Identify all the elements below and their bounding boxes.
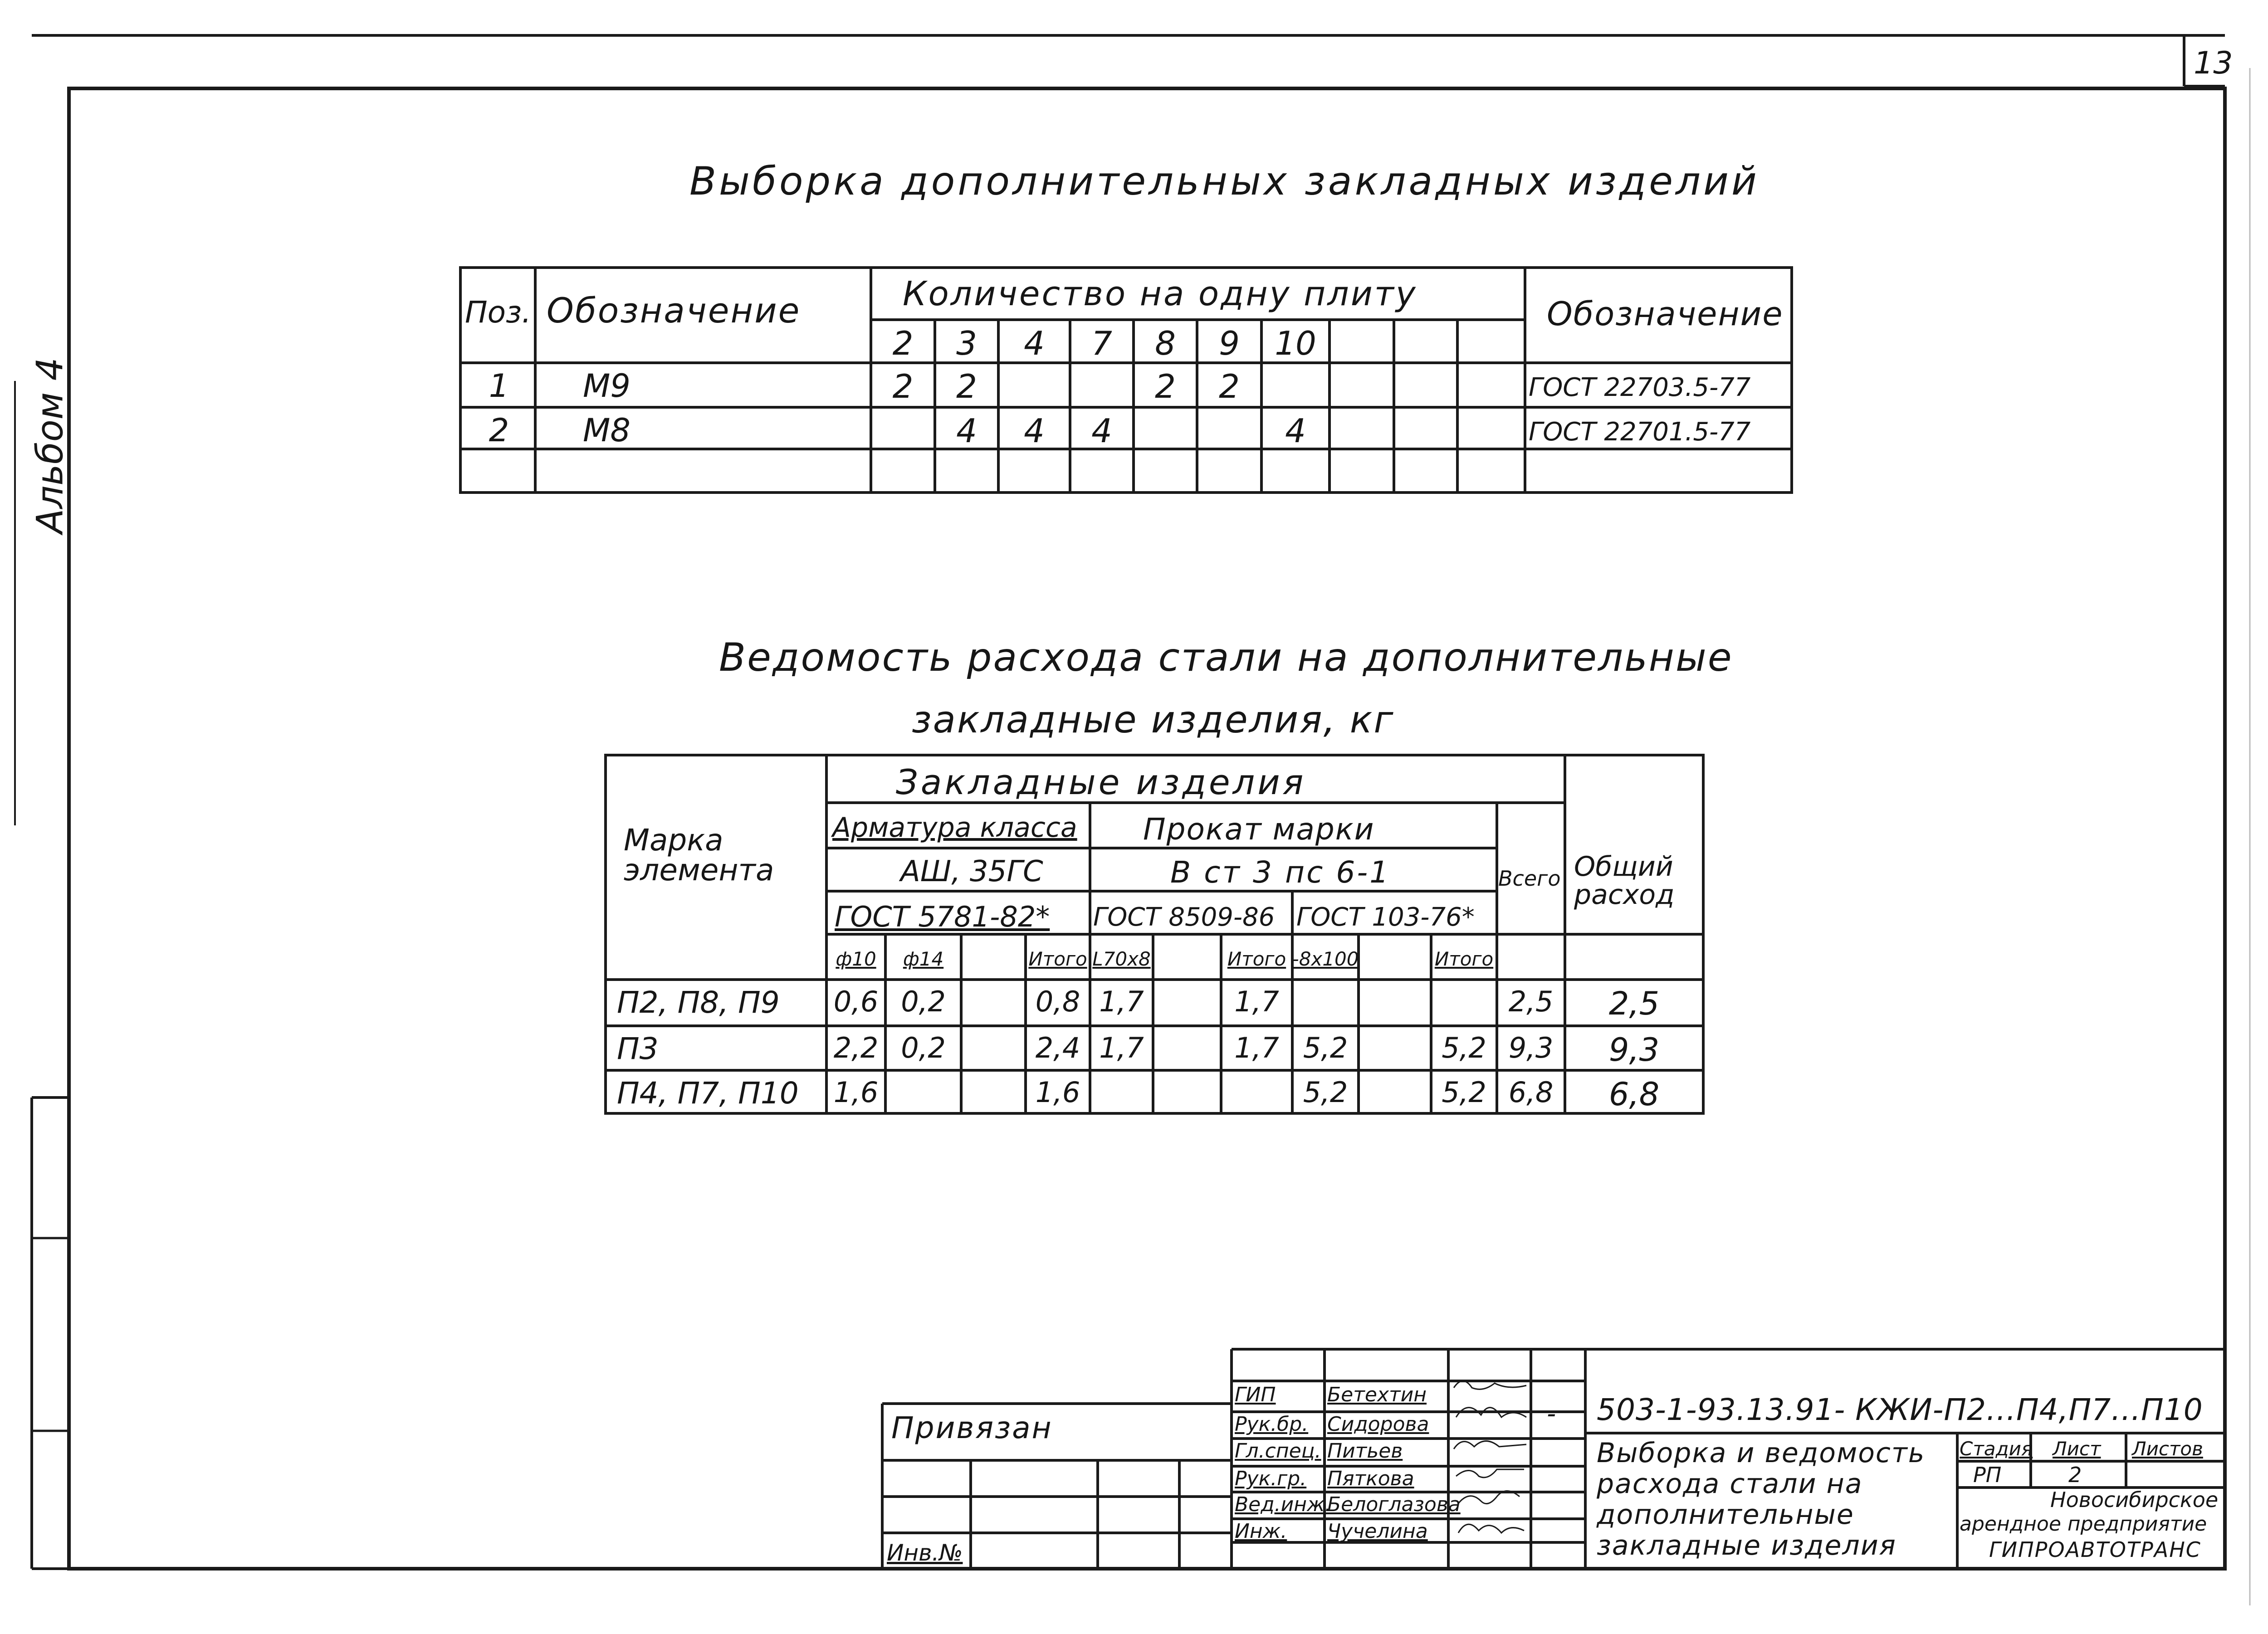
plate-number: 9 [1219,324,1240,362]
selection-qty: 2 [1155,367,1176,405]
steel-title-line2: закладные изделия, кг [912,698,1395,741]
steel-element: П3 [617,1031,659,1066]
steel-cell: 0,6 [833,985,879,1018]
tb-role: Рук.бр. [1235,1413,1309,1436]
steel-cell: 2,2 [833,1031,879,1064]
steel-col-total: Всего [1498,866,1561,891]
tb-role: Рук.гр. [1235,1467,1307,1490]
steel-cell: 1,7 [1099,1031,1144,1064]
sheet-value: 2 [2068,1463,2082,1487]
tb-role: Гл.спец. [1235,1439,1321,1463]
selection-qty: 2 [1219,367,1240,405]
steel-sub-header: Итого [1227,948,1286,970]
steel-col-embedded: Закладные изделия [896,762,1306,802]
steel-rolled-gost-2: ГОСТ 103-76* [1296,902,1475,932]
steel-element: П4, П7, П10 [617,1076,799,1111]
tb-role: ГИП [1235,1383,1276,1406]
selection-mark: М9 [583,367,631,405]
plate-number: 2 [892,324,914,362]
selection-col-pos: Поз. [465,295,532,330]
org-line2: арендное предприятие [1960,1512,2207,1536]
steel-overall: 9,3 [1608,1031,1660,1068]
tb-name: Сидорова [1327,1413,1429,1436]
steel-overall: 2,5 [1608,985,1660,1022]
tb-name: Белоглазова [1327,1493,1461,1516]
selection-col-standard: Обозначение [1547,295,1784,333]
tb-role: Вед.инж. [1235,1493,1331,1516]
selection-col-quantity: Количество на одну плиту [903,274,1418,313]
steel-sub-header: L70х8 [1092,948,1151,970]
steel-rolled-grade: В ст 3 пс 6-1 [1170,855,1391,890]
steel-col-rebar: Арматура класса [832,812,1077,844]
selection-qty: 4 [1024,412,1045,450]
steel-cell: 5,2 [1442,1031,1486,1064]
plate-number: 3 [956,324,977,362]
steel-cell: 1,6 [1035,1076,1080,1109]
steel-cell: 1,7 [1099,985,1144,1018]
sheet-label: Лист [2053,1438,2101,1460]
doc-code: 503-1-93.13.91- КЖИ-П2...П4,П7...П10 [1597,1392,2203,1427]
selection-pos: 1 [489,367,509,405]
steel-rebar-gost: ГОСТ 5781-82* [835,900,1050,933]
plate-number: 7 [1091,324,1112,362]
steel-cell: 0,2 [901,985,946,1018]
selection-qty: 2 [956,367,977,405]
inventory-label: Инв.№ [887,1540,963,1566]
sheet-number: 13 [2194,45,2233,81]
steel-cell: 1,7 [1234,985,1279,1018]
steel-cell: 0,2 [901,1031,946,1064]
selection-standard: ГОСТ 22703.5-77 [1529,373,1751,402]
album-label: Альбом 4 [29,357,71,534]
steel-sub-header: ф14 [903,948,944,970]
tb-role: Инж. [1235,1520,1287,1543]
plate-number: 10 [1275,324,1316,362]
selection-mark: М8 [583,412,631,449]
org-line3: ГИПРОАВТОТРАНС [1989,1537,2201,1562]
steel-col-overall: Общий расход [1574,851,1675,911]
selection-standard: ГОСТ 22701.5-77 [1529,417,1751,447]
stage-label: Стадия [1960,1438,2033,1460]
steel-total: 9,3 [1508,1031,1554,1064]
steel-cell: 2,4 [1035,1031,1080,1064]
selection-qty: 4 [956,412,977,450]
steel-sub-header: Итого [1434,948,1494,970]
tb-name: Бетехтин [1327,1383,1427,1406]
steel-total: 6,8 [1508,1076,1554,1109]
selection-qty: 4 [1285,412,1306,450]
selection-pos: 2 [489,412,509,449]
steel-cell: 1,6 [833,1076,879,1109]
steel-element: П2, П8, П9 [617,985,780,1020]
doc-description: Выборка и ведомость расхода стали на дополнительные закладные изделия [1597,1437,1926,1561]
tb-dash: - [1547,1399,1556,1429]
stage-value: РП [1973,1463,2002,1487]
tb-name: Пяткова [1327,1467,1414,1490]
steel-rebar-class: АШ, 35ГС [900,855,1043,888]
selection-col-designation: Обозначение [547,290,801,331]
steel-overall: 6,8 [1608,1076,1660,1113]
sheets-label: Листов [2132,1438,2203,1460]
steel-rolled-gost-1: ГОСТ 8509-86 [1093,902,1275,932]
steel-sub-header: -8х100 [1292,948,1359,970]
steel-cell: 5,2 [1442,1076,1486,1109]
plate-number: 8 [1155,324,1176,362]
plate-number: 4 [1024,324,1045,362]
tb-name: Питьев [1327,1439,1403,1463]
selection-qty: 2 [892,367,914,405]
selection-qty: 4 [1091,412,1112,450]
steel-title-line1: Ведомость расхода стали на дополнительные [719,635,1733,680]
steel-cell: 0,8 [1035,985,1080,1018]
steel-cell: 5,2 [1303,1031,1348,1064]
steel-sub-header: Итого [1028,948,1087,970]
steel-col-rolled: Прокат марки [1143,812,1375,847]
tied-label: Привязан [891,1410,1053,1445]
steel-col-element: Марка элемента [624,823,774,888]
steel-cell: 5,2 [1303,1076,1348,1109]
selection-title: Выборка дополнительных закладных изделий [689,159,1760,204]
steel-sub-header: ф10 [836,948,876,970]
org-line1: Новосибирское [2050,1488,2219,1512]
steel-cell: 1,7 [1234,1031,1279,1064]
steel-total: 2,5 [1508,985,1554,1018]
tb-name: Чучелина [1327,1520,1428,1543]
